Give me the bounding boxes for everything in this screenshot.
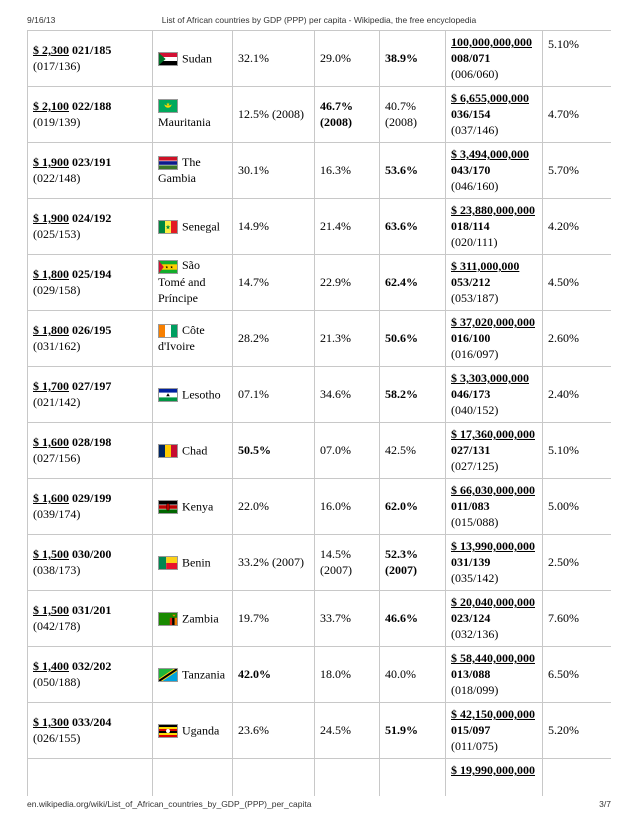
gdp-sub-rank: (006/060) <box>451 67 499 81</box>
gdp-total-link[interactable]: $ 3,494,000,000 <box>451 147 529 161</box>
gdp-sub-rank: (011/075) <box>451 739 498 753</box>
gdp-per-capita-cell <box>28 759 153 797</box>
gdp-sub-rank: (015/088) <box>451 515 499 529</box>
industry-value: 46.7% (2008) <box>320 99 353 129</box>
country-cell <box>153 535 233 591</box>
sub-rank: (026/155) <box>33 731 81 745</box>
country-name-link[interactable]: São Tomé and Príncipe <box>158 258 206 305</box>
gdp-total-cell <box>446 759 543 797</box>
table-row <box>28 423 612 479</box>
growth-cell: 2.60% <box>543 311 612 367</box>
services-cell: 46.6% <box>380 591 446 647</box>
services-cell: 58.2% <box>380 367 446 423</box>
gdp-total-link[interactable]: $ 6,655,000,000 <box>451 91 529 105</box>
growth-cell: 4.70% <box>543 87 612 143</box>
agriculture-cell: 14.9% <box>233 199 315 255</box>
gdp-per-capita-cell <box>28 367 153 423</box>
sub-rank: (031/162) <box>33 339 81 353</box>
gdp-rank: 018/114 <box>451 219 490 233</box>
services-cell: 50.6% <box>380 311 446 367</box>
benin-flag-icon[interactable] <box>158 556 178 570</box>
gdp-rank: 043/170 <box>451 163 491 177</box>
table-row <box>28 311 612 367</box>
gdp-rank: 046/173 <box>451 387 491 401</box>
gdp-per-capita-link[interactable]: $ 1,600 <box>33 491 69 505</box>
gdp-sub-rank: (032/136) <box>451 627 499 641</box>
gdp-per-capita-cell <box>28 535 153 591</box>
gdp-total-cell <box>446 367 543 423</box>
services-cell: 53.6% <box>380 143 446 199</box>
country-cell <box>153 479 233 535</box>
country-name-link[interactable]: Sudan <box>182 51 212 66</box>
gdp-per-capita-link[interactable]: $ 2,300 <box>33 43 69 57</box>
sub-rank: (017/136) <box>33 59 81 73</box>
gdp-per-capita-cell <box>28 87 153 143</box>
industry-cell: 33.7% <box>315 591 380 647</box>
country-name-link[interactable]: Benin <box>182 555 211 570</box>
sub-rank: (025/153) <box>33 227 81 241</box>
agriculture-cell: 42.0% <box>233 647 315 703</box>
industry-cell: 34.6% <box>315 367 380 423</box>
zambia-flag-icon[interactable] <box>158 612 178 626</box>
services-cell: 63.6% <box>380 199 446 255</box>
country-name-link[interactable]: Lesotho <box>182 387 221 402</box>
gdp-rank: 023/124 <box>451 611 491 625</box>
gdp-total-link[interactable]: $ 20,040,000,000 <box>451 595 535 609</box>
page-url: en.wikipedia.org/wiki/List_of_African_countries_by_GDP_(PPP)_per_capita <box>27 799 312 809</box>
gdp-per-capita-link[interactable]: $ 1,800 <box>33 267 69 281</box>
cote-divoire-flag-icon[interactable] <box>158 324 178 338</box>
world-rank: 026/195 <box>72 323 112 337</box>
industry-cell: 16.3% <box>315 143 380 199</box>
country-cell <box>153 311 233 367</box>
gdp-rank: 031/139 <box>451 555 491 569</box>
industry-cell: 16.0% <box>315 479 380 535</box>
table-row <box>28 703 612 759</box>
gdp-sub-rank: (040/152) <box>451 403 499 417</box>
gdp-per-capita-link[interactable]: $ 1,300 <box>33 715 69 729</box>
country-name-link[interactable]: Tanzania <box>182 667 226 682</box>
gdp-rank: 015/097 <box>451 723 491 737</box>
gdp-per-capita-link[interactable]: $ 1,900 <box>33 155 69 169</box>
gdp-per-capita-link[interactable]: $ 1,900 <box>33 211 69 225</box>
gdp-per-capita-link[interactable]: $ 2,100 <box>33 99 69 113</box>
services-cell: 62.0% <box>380 479 446 535</box>
country-name-link[interactable]: Côte d'Ivoire <box>158 322 205 354</box>
sudan-flag-icon[interactable] <box>158 52 178 66</box>
gdp-rank: 016/100 <box>451 331 491 345</box>
kenya-flag-icon[interactable] <box>158 500 178 514</box>
agriculture-cell: 22.0% <box>233 479 315 535</box>
gdp-sub-rank: (020/111) <box>451 235 498 249</box>
world-rank: 021/185 <box>72 43 112 57</box>
country-cell <box>153 423 233 479</box>
country-name-link[interactable]: Senegal <box>182 219 220 234</box>
gdp-rank: 027/131 <box>451 443 491 457</box>
sub-rank: (021/142) <box>33 395 81 409</box>
gdp-per-capita-link[interactable]: $ 1,400 <box>33 659 69 673</box>
agriculture-cell: 14.7% <box>233 255 315 311</box>
country-cell <box>153 31 233 87</box>
gdp-total-link[interactable]: $ 23,880,000,000 <box>451 203 535 217</box>
table-row <box>28 535 612 591</box>
gdp-total-link[interactable]: $ 17,360,000,000 <box>451 427 535 441</box>
agriculture-cell: 33.2% (2007) <box>233 535 315 591</box>
sub-rank: (039/174) <box>33 507 81 521</box>
agriculture-cell: 12.5% (2008) <box>233 87 315 143</box>
industry-cell <box>315 87 380 143</box>
country-cell <box>153 199 233 255</box>
world-rank: 025/194 <box>72 267 112 281</box>
senegal-flag-icon[interactable] <box>158 220 178 234</box>
gdp-per-capita-cell <box>28 479 153 535</box>
gdp-per-capita-link[interactable]: $ 1,700 <box>33 379 69 393</box>
world-rank: 028/198 <box>72 435 112 449</box>
industry-cell: 22.9% <box>315 255 380 311</box>
country-cell <box>153 591 233 647</box>
country-name-link[interactable]: Uganda <box>182 723 220 738</box>
gdp-total-link[interactable]: $ 311,000,000 <box>451 259 520 273</box>
industry-cell: 21.3% <box>315 311 380 367</box>
growth-cell: 6.50% <box>543 647 612 703</box>
agriculture-cell <box>233 759 315 797</box>
country-name-link[interactable]: Kenya <box>182 499 214 514</box>
gdp-per-capita-cell <box>28 423 153 479</box>
services-cell: 52.3% (2007) <box>380 535 446 591</box>
country-cell <box>153 367 233 423</box>
gdp-total-link[interactable]: $ 66,030,000,000 <box>451 483 535 497</box>
table-row <box>28 759 612 797</box>
growth-cell: 5.10% <box>543 423 612 479</box>
gdp-total-cell <box>446 591 543 647</box>
sub-rank: (029/158) <box>33 283 81 297</box>
gdp-rank: 053/212 <box>451 275 491 289</box>
gdp-total-link[interactable]: 100,000,000,000 <box>451 35 532 49</box>
gdp-total-cell <box>446 87 543 143</box>
sub-rank: (042/178) <box>33 619 81 633</box>
table-row <box>28 479 612 535</box>
growth-cell: 4.50% <box>543 255 612 311</box>
agriculture-cell: 50.5% <box>233 423 315 479</box>
print-date: 9/16/13 <box>27 15 56 25</box>
gdp-total-cell <box>446 535 543 591</box>
table-row <box>28 31 612 87</box>
growth-cell: 5.20% <box>543 703 612 759</box>
table-row <box>28 591 612 647</box>
sub-rank: (038/173) <box>33 563 81 577</box>
services-cell: 42.5% <box>380 423 446 479</box>
table-row <box>28 255 612 311</box>
gdp-per-capita-link[interactable]: $ 1,500 <box>33 547 69 561</box>
table-row <box>28 87 612 143</box>
services-cell: 38.9% <box>380 31 446 87</box>
gdp-sub-rank: (046/160) <box>451 179 499 193</box>
page-number: 3/7 <box>599 799 611 809</box>
gdp-total-cell <box>446 647 543 703</box>
gdp-per-capita-cell <box>28 591 153 647</box>
agriculture-cell: 30.1% <box>233 143 315 199</box>
services-cell: 40.0% <box>380 647 446 703</box>
gdp-per-capita-cell <box>28 31 153 87</box>
gdp-total-link[interactable]: $ 13,990,000,000 <box>451 539 535 553</box>
country-name-link[interactable]: The Gambia <box>158 154 201 186</box>
tanzania-flag-icon[interactable] <box>158 668 178 682</box>
gdp-total-link[interactable]: $ 42,150,000,000 <box>451 707 535 721</box>
country-name-link[interactable]: Chad <box>182 443 208 458</box>
gdp-per-capita-cell <box>28 311 153 367</box>
growth-cell: 5.00% <box>543 479 612 535</box>
gdp-sub-rank: (018/099) <box>451 683 499 697</box>
chad-flag-icon[interactable] <box>158 444 178 458</box>
gdp-per-capita-cell <box>28 255 153 311</box>
gdp-total-link[interactable]: $ 19,990,000,000 <box>451 763 535 777</box>
gdp-per-capita-link[interactable]: $ 1,600 <box>33 435 69 449</box>
gdp-sub-rank: (035/142) <box>451 571 499 585</box>
country-cell <box>153 143 233 199</box>
gdp-total-cell <box>446 423 543 479</box>
mauritania-flag-icon[interactable] <box>158 99 178 113</box>
gdp-per-capita-cell <box>28 143 153 199</box>
gdp-rank: 036/154 <box>451 107 491 121</box>
sub-rank: (027/156) <box>33 451 81 465</box>
gdp-per-capita-cell <box>28 703 153 759</box>
world-rank: 033/204 <box>72 715 112 729</box>
services-cell: 51.9% <box>380 703 446 759</box>
gdp-total-cell <box>446 199 543 255</box>
gdp-total-cell <box>446 479 543 535</box>
world-rank: 024/192 <box>72 211 112 225</box>
industry-cell: 21.4% <box>315 199 380 255</box>
growth-cell: 5.10% <box>543 31 612 87</box>
growth-cell: 2.40% <box>543 367 612 423</box>
table-row <box>28 367 612 423</box>
sub-rank: (022/148) <box>33 171 81 185</box>
growth-cell: 2.50% <box>543 535 612 591</box>
world-rank: 030/200 <box>72 547 112 561</box>
gdp-total-link[interactable]: $ 3,303,000,000 <box>451 371 529 385</box>
gdp-sub-rank: (053/187) <box>451 291 499 305</box>
country-cell <box>153 255 233 311</box>
table-row <box>28 647 612 703</box>
agriculture-cell: 19.7% <box>233 591 315 647</box>
country-cell <box>153 703 233 759</box>
gdp-total-cell <box>446 143 543 199</box>
gdp-per-capita-link[interactable]: $ 1,800 <box>33 323 69 337</box>
gdp-sub-rank: (016/097) <box>451 347 499 361</box>
world-rank: 032/202 <box>72 659 112 673</box>
country-name-link[interactable]: Zambia <box>182 611 219 626</box>
sub-rank: (019/139) <box>33 115 81 129</box>
gdp-total-cell <box>446 311 543 367</box>
growth-cell: 4.20% <box>543 199 612 255</box>
country-cell <box>153 759 233 797</box>
gdp-sub-rank: (027/125) <box>451 459 499 473</box>
world-rank: 022/188 <box>72 99 112 113</box>
gdp-table-container <box>27 30 611 796</box>
industry-cell <box>315 759 380 797</box>
world-rank: 029/199 <box>72 491 112 505</box>
agriculture-cell: 28.2% <box>233 311 315 367</box>
industry-cell: 14.5% (2007) <box>315 535 380 591</box>
world-rank: 027/197 <box>72 379 112 393</box>
world-rank: 023/191 <box>72 155 112 169</box>
page-title: List of African countries by GDP (PPP) per capita - Wikipedia, the free encyclopedia <box>161 15 477 25</box>
services-cell: 40.7% (2008) <box>380 87 446 143</box>
lesotho-flag-icon[interactable] <box>158 388 178 402</box>
agriculture-cell: 23.6% <box>233 703 315 759</box>
gdp-per-capita-link[interactable]: $ 1,500 <box>33 603 69 617</box>
gdp-total-link[interactable]: $ 37,020,000,000 <box>451 315 535 329</box>
table-row <box>28 143 612 199</box>
gdp-rank: 011/083 <box>451 499 490 513</box>
gdp-rank: 013/088 <box>451 667 491 681</box>
industry-cell: 18.0% <box>315 647 380 703</box>
gdp-total-cell <box>446 31 543 87</box>
agriculture-cell: 32.1% <box>233 31 315 87</box>
country-cell <box>153 647 233 703</box>
country-name-link[interactable]: Mauritania <box>158 115 211 130</box>
gdp-sub-rank: (037/146) <box>451 123 499 137</box>
gdp-rank: 008/071 <box>451 51 491 65</box>
country-cell <box>153 87 233 143</box>
world-rank: 031/201 <box>72 603 112 617</box>
gdp-table <box>27 30 611 796</box>
table-row <box>28 199 612 255</box>
gdp-total-link[interactable]: $ 58,440,000,000 <box>451 651 535 665</box>
growth-cell: 5.70% <box>543 143 612 199</box>
industry-cell: 24.5% <box>315 703 380 759</box>
services-cell <box>380 759 446 797</box>
industry-cell: 29.0% <box>315 31 380 87</box>
services-cell: 62.4% <box>380 255 446 311</box>
uganda-flag-icon[interactable] <box>158 724 178 738</box>
gdp-per-capita-cell <box>28 647 153 703</box>
gdp-per-capita-cell <box>28 199 153 255</box>
gdp-total-cell <box>446 255 543 311</box>
growth-cell <box>543 759 612 797</box>
agriculture-cell: 07.1% <box>233 367 315 423</box>
industry-cell: 07.0% <box>315 423 380 479</box>
sao-tome-flag-icon[interactable] <box>158 260 178 274</box>
growth-cell: 7.60% <box>543 591 612 647</box>
gambia-flag-icon[interactable] <box>158 156 178 170</box>
gdp-total-cell <box>446 703 543 759</box>
sub-rank: (050/188) <box>33 675 81 689</box>
